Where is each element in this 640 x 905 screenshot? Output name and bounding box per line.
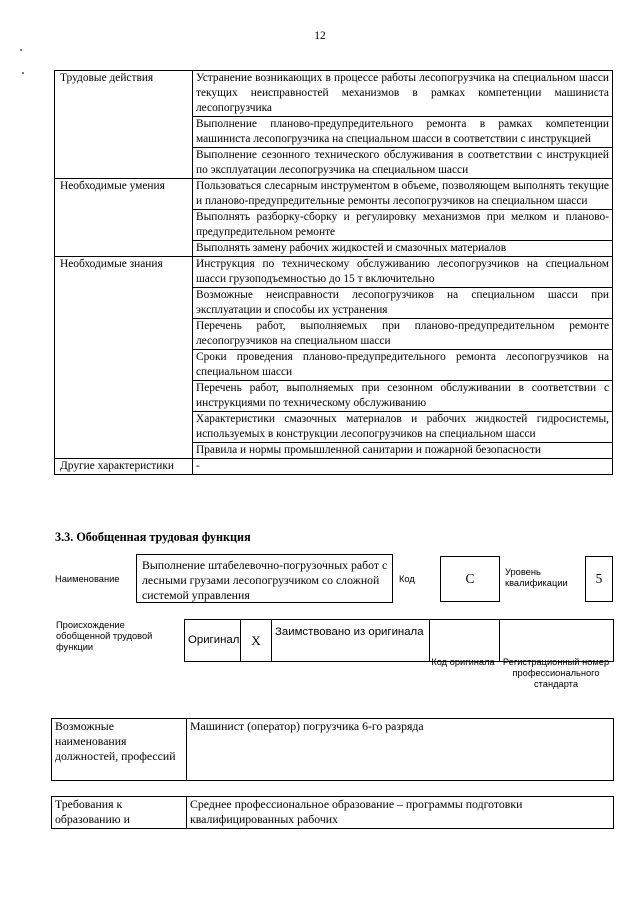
row-group-label: Необходимые умения [55, 179, 193, 257]
origin-label: Происхождение обобщенной трудовой функции [56, 620, 153, 652]
original-label-cell [185, 620, 241, 662]
row-item-text: Выполнять замену рабочих жидкостей и смазочных материалов [193, 241, 613, 257]
row-item-text: Возможные неисправности лесопогрузчиков на специальном шасси при эксплуатации и способы их устранения [193, 288, 613, 319]
education-value-cell [187, 797, 614, 829]
name-label: Наименование [55, 574, 120, 584]
positions-label-cell [52, 719, 187, 781]
table-row [55, 459, 613, 475]
row-item-text: Перечень работ, выполняемых при планово-предупредительном ремонте лесопогрузчиков на специальном шасси [193, 319, 613, 350]
row-item-text: Выполнять разборку-сборку и регулировку механизмов при мелком и планово-предупредительном ремонте [193, 210, 613, 241]
positions-value: Машинист (оператор) погрузчика 6-го разряда [190, 719, 424, 733]
function-name-box [136, 554, 393, 603]
borrowed-label: Заимствовано из оригинала [275, 626, 424, 638]
table-row [55, 257, 613, 288]
row-item-text: Выполнение сезонного технического обслуживания в соответствии с инструкцией по эксплуатации лесопогрузчика на специальном шасси [193, 148, 613, 179]
reg-number-caption: Регистрационный номер профессионального стандарта [502, 657, 610, 689]
row-item-text: Правила и нормы промышленной санитарии и пожарной безопасности [193, 443, 613, 459]
positions-value-cell [187, 719, 614, 781]
positions-label: Возможные наименования должностей, профессий [55, 719, 176, 763]
row-item-text: Устранение возникающих в процессе работы лесопогрузчика на специальном шасси текущих неисправностей механизмов в рамках компетенции машиниста лесопогрузчика [193, 71, 613, 117]
code-original-cell [430, 620, 500, 662]
row-group-label: Необходимые знания [55, 257, 193, 459]
row-item-text: Сроки проведения планово-предупредительного ремонта лесопогрузчиков на специальном шасси [193, 350, 613, 381]
code-value-box [440, 556, 500, 602]
row-item-text: Выполнение планово-предупредительного ремонта в рамках компетенции машиниста лесопогрузчика на специальном шасси в соответствии с инструкцией [193, 117, 613, 148]
positions-table [51, 718, 614, 781]
education-label-cell [52, 797, 187, 829]
table-row [55, 179, 613, 210]
row-group-label: Трудовые действия [55, 71, 193, 179]
level-label: Уровень квалификации [505, 567, 568, 588]
reg-number-cell [500, 620, 614, 662]
row-item-text: Пользоваться слесарным инструментом в объеме, позволяющем выполнять текущие и планово-предупредительные ремонты лесопогрузчиков на специальном шасси [193, 179, 613, 210]
function-name-value: Выполнение штабелевочно-погрузочных работ с лесными грузами лесопогрузчиком со сложной системой управления [142, 558, 388, 602]
table-row [55, 71, 613, 117]
code-value: C [465, 571, 475, 586]
row-item-text: Характеристики смазочных материалов и рабочих жидкостей гидросистемы, используемых в конструкции лесопогрузчиков на специальном шасси [193, 412, 613, 443]
row-item-text: Инструкция по техническому обслуживанию лесопогрузчиков на специальном шасси грузоподъемностью до 15 т включительно [193, 257, 613, 288]
scan-artifact-dot [22, 72, 24, 74]
scan-artifact-dot [20, 49, 22, 51]
original-label: Оригинал [188, 634, 240, 646]
code-label: Код [399, 574, 415, 584]
origin-table [184, 619, 614, 662]
row-group-label: Другие характеристики [55, 459, 193, 475]
original-mark: X [251, 633, 261, 648]
row-item-text: Перечень работ, выполняемых при сезонном обслуживании в соответствии с инструкциями по техническому обслуживанию [193, 381, 613, 412]
borrowed-cell [272, 620, 430, 662]
page-number: 12 [314, 30, 326, 42]
level-value: 5 [595, 571, 603, 586]
education-label: Требования к образованию и [55, 797, 130, 826]
labor-functions-table [54, 70, 613, 475]
education-value: Среднее профессиональное образование – программы подготовки квалифицированных рабочих [190, 797, 523, 826]
education-table [51, 796, 614, 829]
section-title: 3.3. Обобщенная трудовая функция [55, 530, 251, 544]
level-value-box [585, 556, 613, 602]
original-mark-cell [241, 620, 272, 662]
row-item-text: - [193, 459, 613, 475]
code-original-caption: Код оригинала [431, 657, 495, 667]
